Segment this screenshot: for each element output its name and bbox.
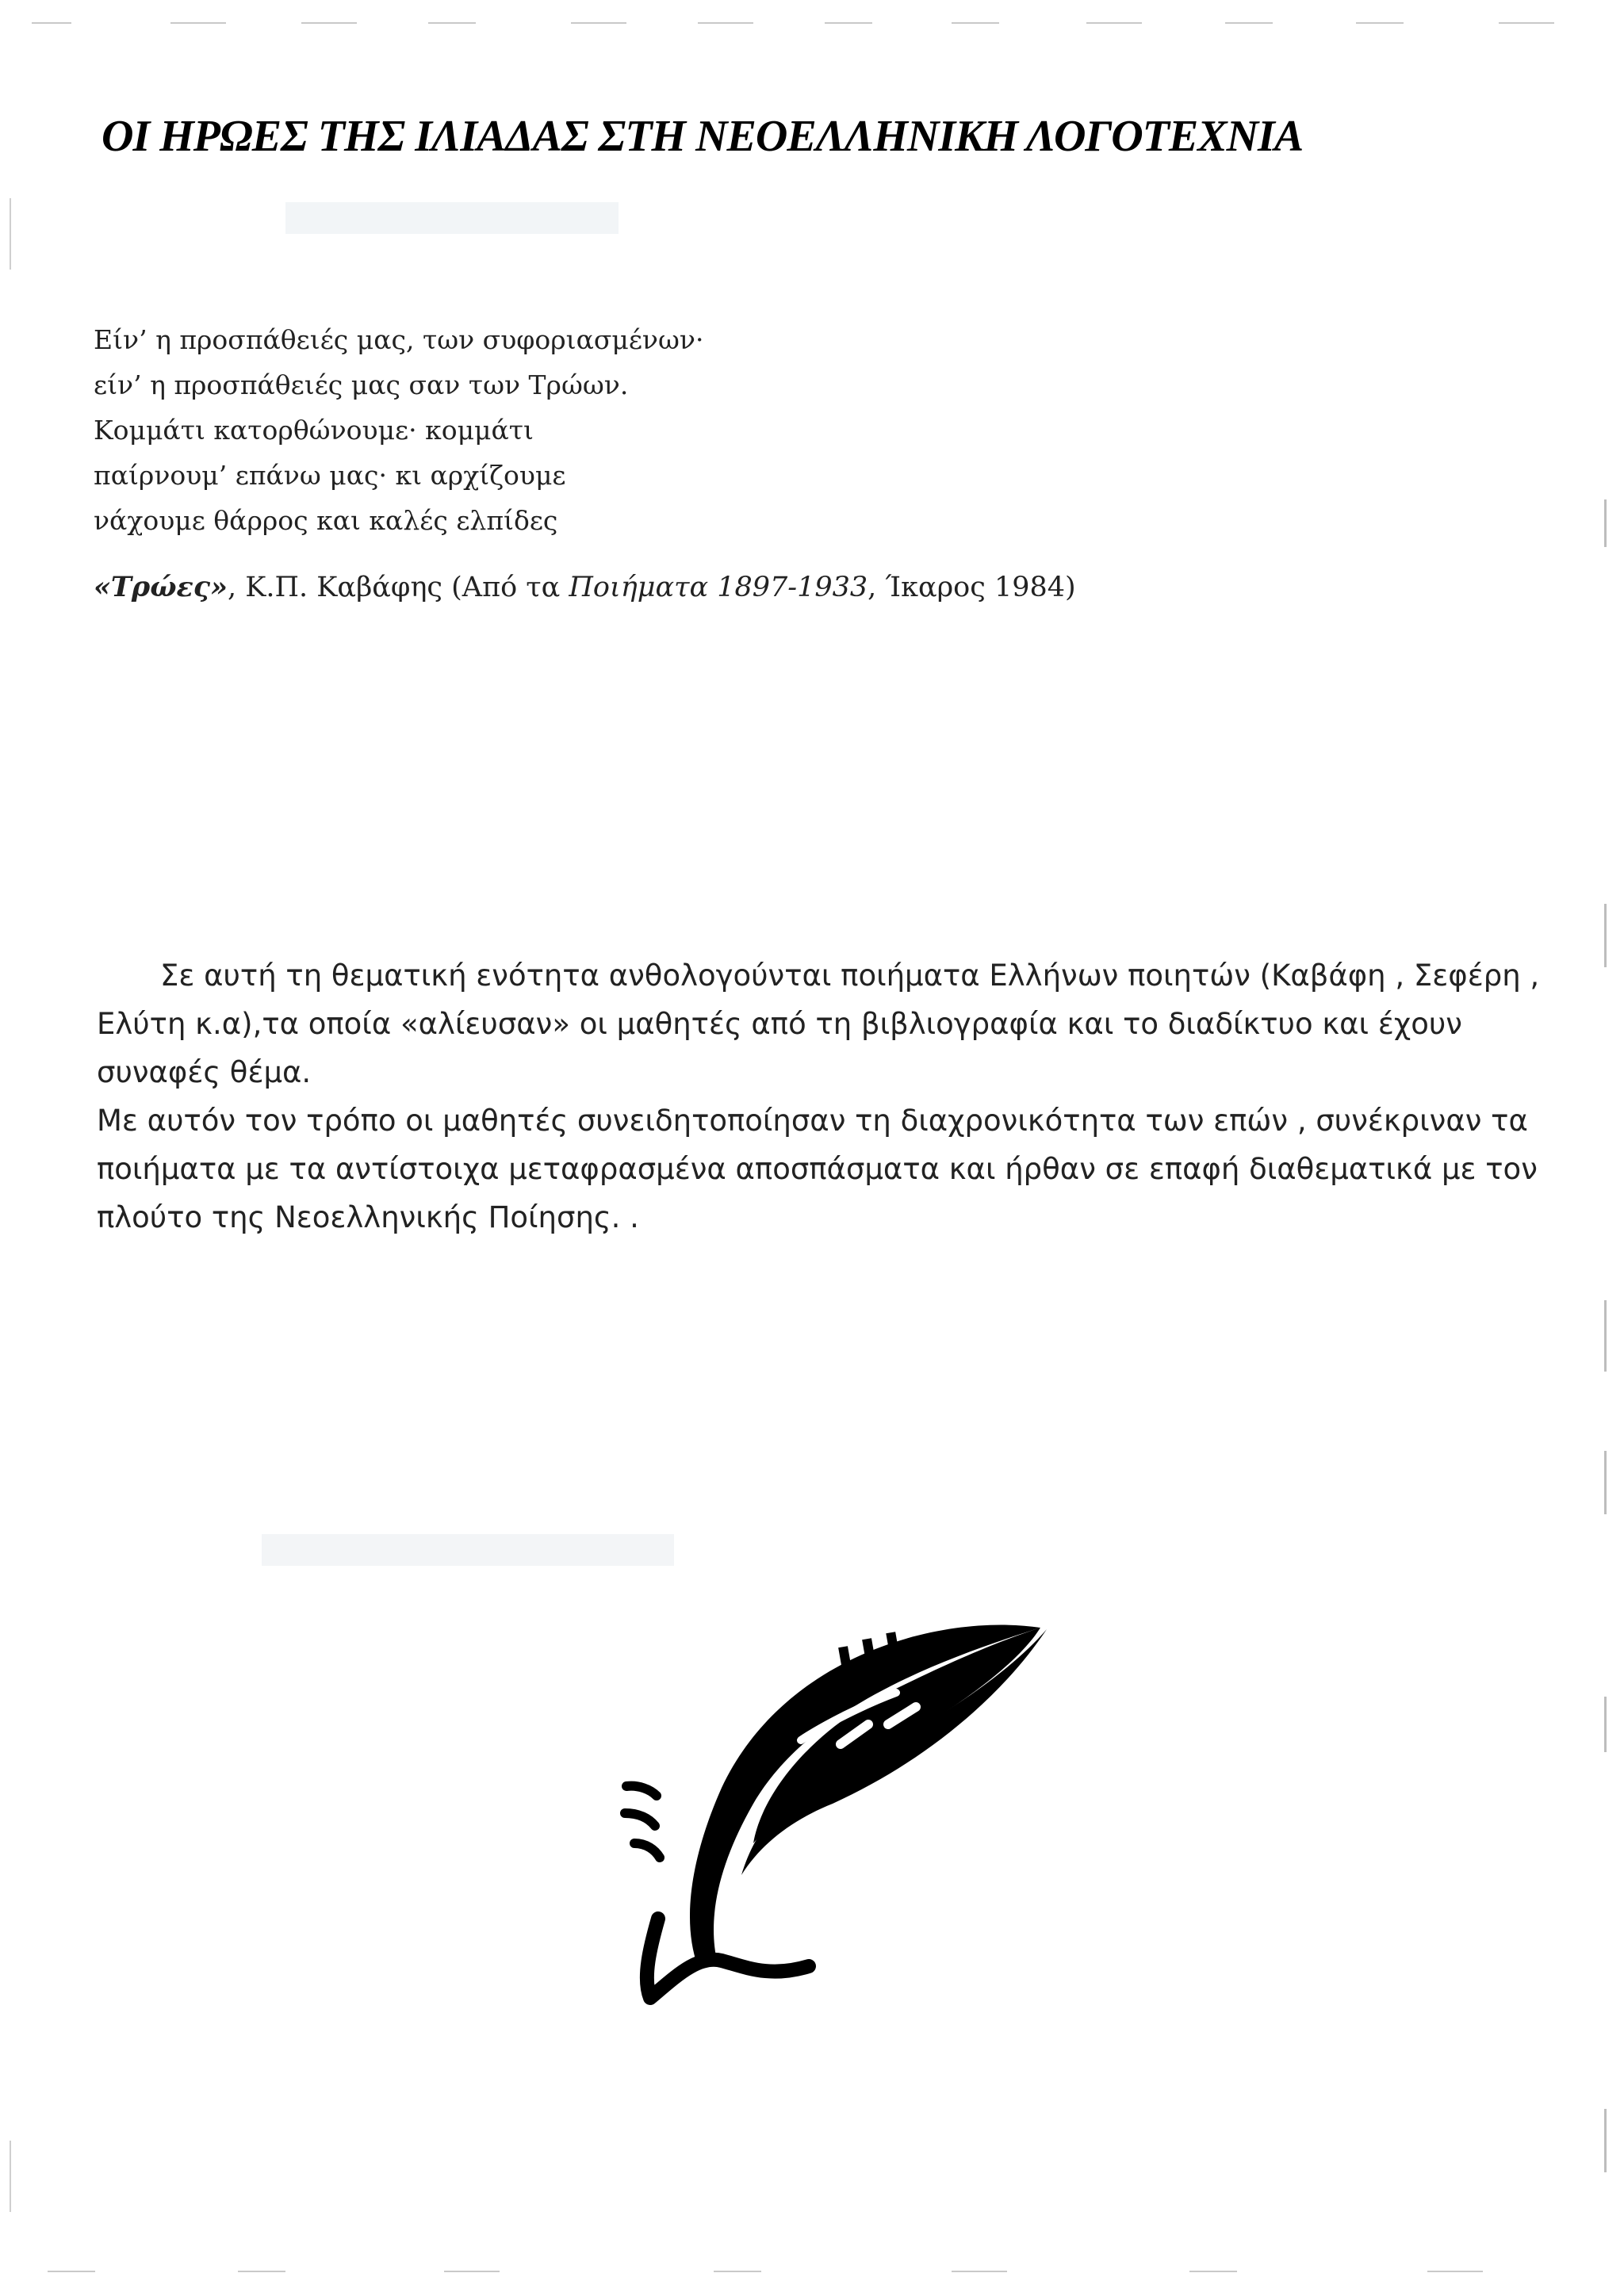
poem-line: νάχουμε θάρρος και καλές ελπίδες <box>94 505 558 536</box>
scan-artifact <box>1225 22 1273 24</box>
scan-artifact <box>301 22 357 24</box>
poem-line: Κομμάτι κατορθώνουμε· κομμάτι <box>94 415 534 446</box>
poem-line: Είν’ η προσπάθειές μας, των συφοριασμένων· <box>94 324 704 355</box>
scan-artifact <box>825 22 872 24</box>
citation-publisher: , Ίκαρος 1984) <box>868 572 1076 603</box>
scan-artifact <box>1604 1697 1607 1752</box>
scan-artifact <box>32 22 71 24</box>
citation-author: , Κ.Π. Καβάφης (Από τα <box>227 572 569 603</box>
bleed-through <box>285 202 619 234</box>
scan-artifact <box>698 22 753 24</box>
scan-artifact <box>1604 499 1607 547</box>
poem-line: είν’ η προσπάθειές μας σαν των Τρώων. <box>94 369 629 400</box>
intro-paragraph: Σε αυτή τη θεματική ενότητα ανθολογούνται ποιήματα Ελλήνων ποιητών (Καβάφη , Σεφέρη , Ελύτη κ.α),τα οποία «αλίευσαν» οι μαθητές από τη βιβλιογραφία και το διαδίκτυο και έχουν συναφές θέμα. <box>97 959 1540 1089</box>
scan-artifact <box>714 2271 761 2272</box>
scan-artifact <box>1086 22 1142 24</box>
scan-artifact <box>10 198 11 270</box>
scan-artifact <box>1356 22 1404 24</box>
poem-citation <box>94 571 1076 603</box>
scan-artifact <box>1499 22 1554 24</box>
scan-artifact <box>952 22 999 24</box>
scan-artifact <box>170 22 226 24</box>
scan-artifact <box>1604 1451 1607 1514</box>
scan-artifact <box>1604 2109 1607 2172</box>
citation-book: Ποιήματα 1897-1933 <box>569 572 868 603</box>
intro-paragraph: Με αυτόν τον τρόπο οι μαθητές συνειδητοποίησαν τη διαχρονικότητα των επών , συνέκριναν τα ποιήματα με τα αντίστοιχα μεταφρασμένα αποσπάσματα και ήρθαν σε επαφή διαθεματικά με τον πλούτο της Νεοελληνικής Ποίησης. . <box>97 1104 1538 1234</box>
scan-artifact <box>238 2271 285 2272</box>
bleed-through <box>262 1534 674 1566</box>
page-title: ΟΙ ΗΡΩΕΣ ΤΗΣ ΙΛΙΑΔΑΣ ΣΤΗ ΝΕΟΕΛΛΗΝΙΚΗ ΛΟΓΟΤΕΧΝΙΑ <box>102 112 1304 161</box>
scan-artifact <box>444 2271 500 2272</box>
poem-line: παίρνουμ’ επάνω μας· κι αρχίζουμε <box>94 460 566 491</box>
scan-artifact <box>952 2271 1007 2272</box>
scan-artifact <box>571 22 626 24</box>
scan-artifact <box>1189 2271 1237 2272</box>
scan-artifact <box>428 22 476 24</box>
scan-artifact <box>10 2141 11 2212</box>
scan-artifact <box>1427 2271 1483 2272</box>
intro-text <box>97 951 1572 1242</box>
quill-pen-icon <box>603 1605 1055 2010</box>
citation-poem-title: «Τρώες» <box>94 571 228 603</box>
poem-excerpt <box>94 317 703 543</box>
scan-artifact <box>48 2271 95 2272</box>
scan-artifact <box>1604 904 1607 967</box>
scan-artifact <box>1604 1300 1607 1372</box>
